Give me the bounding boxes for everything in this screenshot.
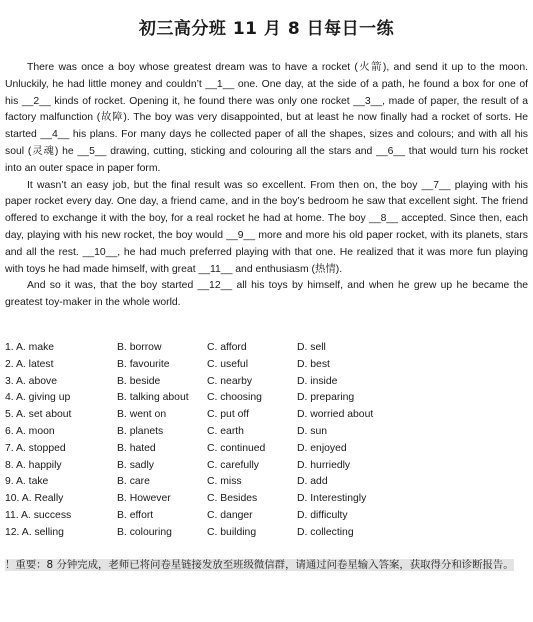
option-a: 9. A. take — [5, 476, 49, 488]
reading-passage — [5, 60, 528, 312]
notice-text — [5, 557, 528, 574]
passage-paragraph-2: It wasn’t an easy job, but the final result was so excellent. From then on, the boy __7__ playing with his paper rocket every day. One day, a friend came, and in the boy’s bedroom he saw that excellent sight. The friend offered to exchange it with the boy, for a real rocket he had at home. The boy __8__ accepted. Since then, each day, playing with his new rocket, the boy would __9__ more and more his old paper rocket, with its planets, stars and all the rest. __10__, he had much preferred playing with that one. He realized that it was more fun playing with toys he had made himself, with great __11__ and enthusiasm (热情). — [5, 179, 528, 275]
option-c: C. continued — [207, 442, 266, 454]
option-b: B. sadly — [117, 459, 154, 471]
option-c: C. earth — [207, 425, 244, 437]
option-d: D. preparing — [297, 392, 355, 404]
option-d: D. hurriedly — [297, 459, 351, 471]
option-b: B. planets — [117, 425, 164, 437]
option-c: C. nearby — [207, 375, 253, 387]
option-d: D. sell — [297, 342, 326, 353]
option-b: B. effort — [117, 509, 154, 521]
option-a: 8. A. happily — [5, 459, 62, 471]
option-row-1 — [5, 340, 425, 357]
option-b: B. hated — [117, 442, 156, 454]
option-a: 6. A. moon — [5, 425, 55, 437]
option-b: B. However — [117, 493, 171, 505]
option-b: B. went on — [117, 409, 167, 421]
option-c: C. danger — [207, 509, 253, 521]
option-a: 12. A. selling — [5, 526, 64, 538]
option-row-9 — [5, 474, 425, 491]
option-b: B. borrow — [117, 342, 162, 353]
option-row-6 — [5, 424, 425, 441]
option-d: D. enjoyed — [297, 442, 347, 454]
option-row-8 — [5, 458, 425, 475]
option-c: C. carefully — [207, 459, 259, 471]
option-c: C. afford — [207, 342, 247, 353]
option-d: D. add — [297, 476, 328, 488]
option-row-12 — [5, 525, 425, 542]
option-d: D. worried about — [297, 409, 374, 421]
option-row-11 — [5, 508, 425, 525]
option-a: 3. A. above — [5, 375, 57, 387]
option-a: 2. A. latest — [5, 358, 54, 370]
option-d: D. Interestingly — [297, 493, 367, 505]
option-b: B. talking about — [117, 392, 189, 404]
option-a: 11. A. success — [5, 509, 72, 521]
option-d: D. sun — [297, 425, 328, 437]
option-c: C. useful — [207, 358, 249, 370]
option-a: 4. A. giving up — [5, 392, 71, 404]
option-b: B. beside — [117, 375, 161, 387]
page-title: 初三高分班 11 月 8 日每日一练 — [138, 19, 395, 39]
option-c: C. choosing — [207, 392, 262, 404]
option-b: B. favourite — [117, 358, 170, 370]
option-c: C. miss — [207, 476, 242, 488]
option-d: D. difficulty — [297, 509, 348, 521]
option-b: B. colouring — [117, 526, 172, 538]
option-d: D. collecting — [297, 526, 354, 538]
option-row-2 — [5, 357, 425, 374]
option-row-10 — [5, 491, 425, 508]
option-d: D. best — [297, 358, 330, 370]
option-a: 10. A. Really — [5, 493, 64, 505]
passage-paragraph-1: There was once a boy whose greatest dream was to have a rocket (火箭), and send it up to the moon. Unluckily, he had little money and couldn’t __1__ one. One day, at the side of a path, he found a box for one of his __2__ kinds of rocket. Opening it, he found there was only one rocket __3__, made of paper, the result of a factory malfunction (故障). The boy was very disappointed, but at least he now finally had a rocket of sorts. He started __4__ his plans. For many days he collected paper of all the shapes, sizes and colours; and with all his soul (灵魂) he __5__ drawing, cutting, sticking and colouring all the stars and __6__ that would turn his rocket into an outer space in paper form. — [5, 62, 528, 174]
answer-options — [5, 340, 425, 542]
option-row-4 — [5, 390, 425, 407]
option-d: D. inside — [297, 375, 338, 387]
option-c: C. Besides — [207, 493, 258, 505]
option-row-3 — [5, 374, 425, 391]
option-a: 5. A. set about — [5, 409, 72, 421]
option-a: 1. A. make — [5, 342, 55, 353]
option-a: 7. A. stopped — [5, 442, 66, 454]
option-b: B. care — [117, 476, 150, 488]
option-c: C. put off — [207, 409, 249, 421]
option-row-5 — [5, 407, 425, 424]
notice-highlight: ！重要：8 分钟完成，老师已将问卷星链接发放至班级微信群，请通过问卷星输入答案，获取得分和诊断报告。 — [5, 559, 514, 571]
passage-paragraph-3: And so it was, that the boy started __12__ all his toys by himself, and when he grew up he became the greatest toy-maker in the whole world. — [5, 280, 528, 309]
option-c: C. building — [207, 526, 257, 538]
option-row-7 — [5, 441, 425, 458]
